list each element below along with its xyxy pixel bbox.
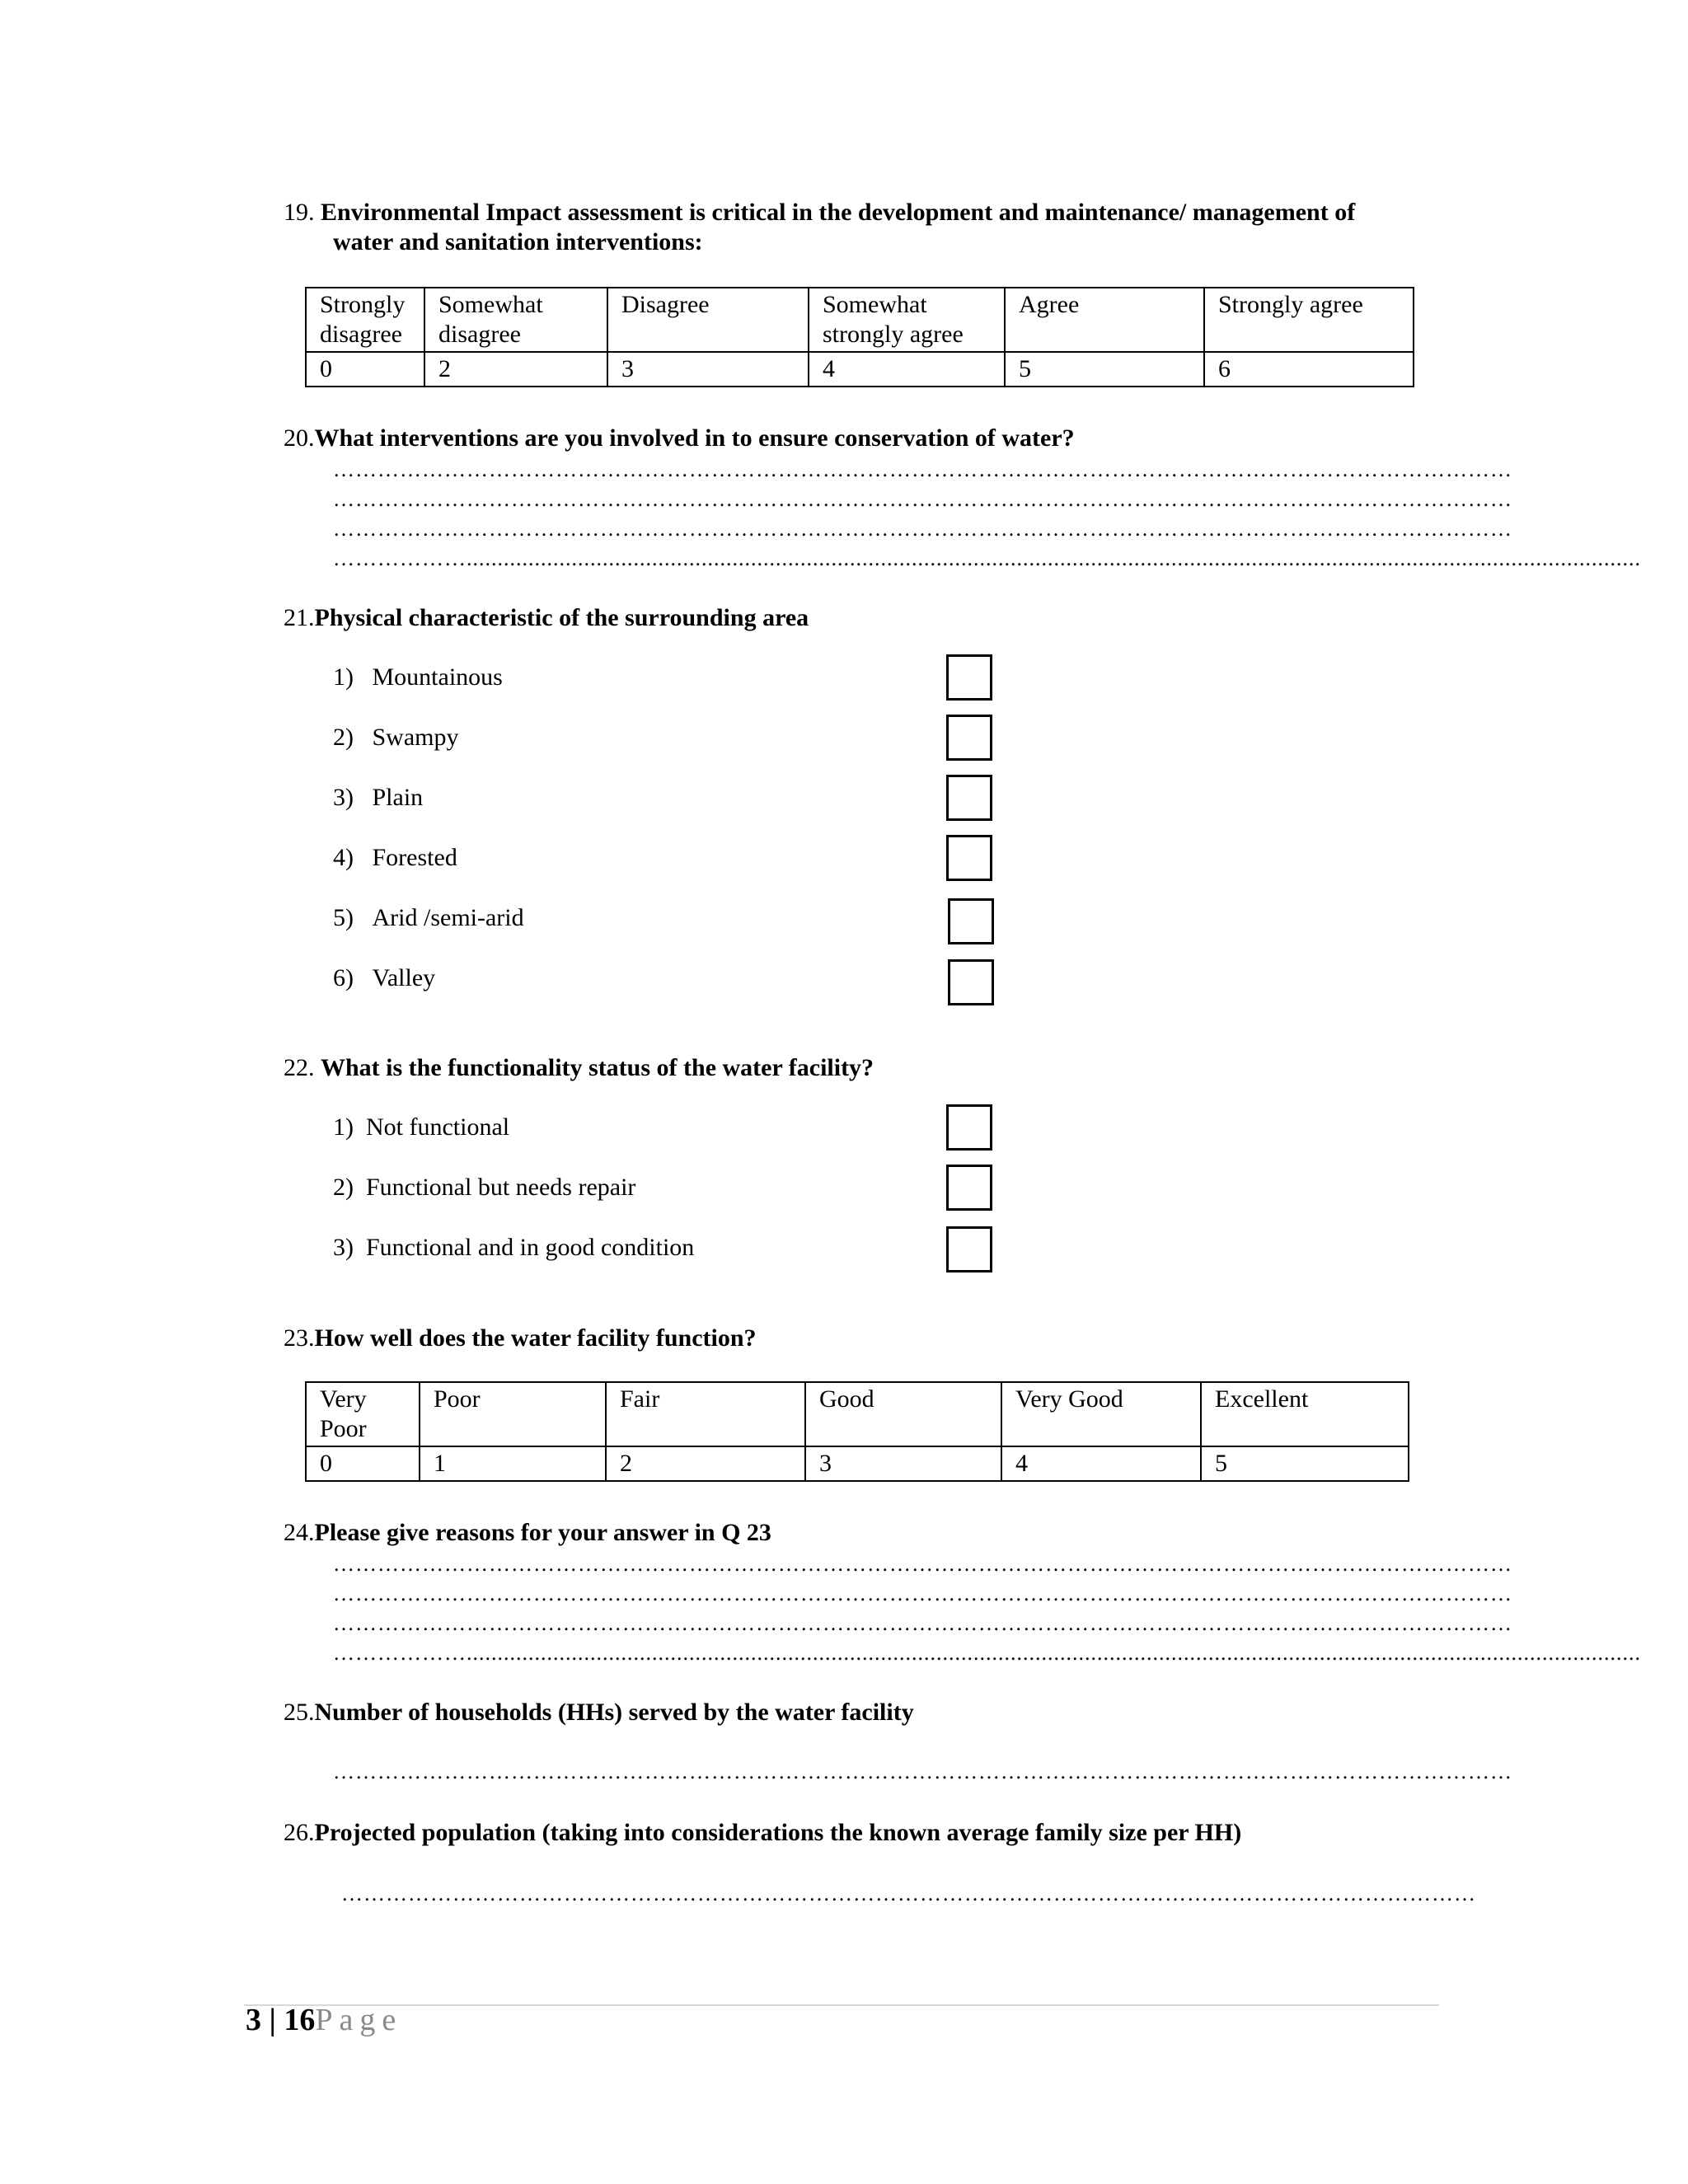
checkbox-functional-needs-repair[interactable] (946, 1165, 992, 1211)
scale-value-cell[interactable]: 4 (1001, 1446, 1201, 1481)
question-26 (284, 1818, 1241, 1848)
answer-line[interactable]: ……………….............................................................................................................................................................................................. (333, 546, 1641, 570)
scale-header-cell: Disagree (607, 288, 809, 352)
checkbox-forested[interactable] (946, 835, 992, 881)
option-number: 4) (333, 844, 354, 871)
question-19-continued: water and sanitation interventions: (333, 228, 703, 255)
question-text: Physical characteristic of the surrounding area (314, 604, 809, 631)
option-number: 3) (333, 784, 354, 811)
scale-value-cell[interactable]: 2 (424, 352, 607, 387)
option-number: 6) (333, 964, 354, 991)
scale-header-cell: Excellent (1201, 1382, 1409, 1446)
question-number: 19. (284, 199, 315, 226)
question-24 (284, 1518, 771, 1548)
answer-line[interactable]: …………………………………………………………………………………………………………………………………………… (333, 1760, 1512, 1783)
question-text: What is the functionality status of the water facility? (321, 1054, 874, 1081)
scale-header-cell: Fair (606, 1382, 805, 1446)
page-footer (246, 1999, 402, 2041)
answer-line[interactable]: …………………………………………………………………………………………………………………………………………… (333, 487, 1512, 511)
option-functional-good-condition (333, 1233, 694, 1263)
scale-header-cell: Somewhat disagree (424, 288, 607, 352)
question-text: Please give reasons for your answer in Q 23 (314, 1519, 771, 1546)
answer-line[interactable]: …………………………………………………………………………………………………………………………………………… (333, 1552, 1512, 1576)
scale-value-cell[interactable]: 0 (306, 352, 424, 387)
answer-line[interactable]: …………………………………………………………………………………………………………………………………………… (333, 1611, 1512, 1635)
option-label: Plain (372, 784, 424, 811)
option-plain (333, 783, 423, 813)
option-arid-semi-arid (333, 903, 524, 933)
option-not-functional (333, 1113, 509, 1142)
agreement-scale-table (305, 287, 1414, 387)
scale-header-row (306, 288, 1414, 352)
question-text: Projected population (taking into considerations the known average family size per HH) (314, 1819, 1242, 1846)
scale-value-cell[interactable]: 0 (306, 1446, 420, 1481)
page-number: 3 (246, 2003, 261, 2037)
question-21 (284, 603, 809, 633)
question-text: Environmental Impact assessment is critical in the development and maintenance/ management of (321, 199, 1356, 226)
checkbox-plain[interactable] (946, 775, 992, 821)
scale-header-cell: Strongly disagree (306, 288, 424, 352)
scale-value-cell[interactable]: 3 (607, 352, 809, 387)
checkbox-arid-semi-arid[interactable] (948, 898, 994, 944)
option-label: Functional but needs repair (366, 1174, 636, 1201)
option-label: Arid /semi-arid (372, 904, 524, 931)
option-number: 1) (333, 663, 354, 691)
option-label: Mountainous (372, 663, 503, 691)
page-word: Page (315, 2003, 403, 2037)
question-number: 25. (284, 1699, 315, 1726)
question-number: 24. (284, 1519, 315, 1546)
question-number: 22. (284, 1054, 315, 1081)
scale-header-cell: Poor (420, 1382, 606, 1446)
rating-scale-table (305, 1381, 1409, 1482)
option-label: Swampy (372, 724, 459, 751)
scale-value-cell[interactable]: 4 (809, 352, 1005, 387)
option-label: Forested (372, 844, 457, 871)
page-total: 16 (284, 2003, 316, 2037)
option-label: Valley (372, 964, 436, 991)
scale-header-cell: Very Good (1001, 1382, 1201, 1446)
answer-line[interactable]: …………………………………………………………………………………………………………………………………………… (333, 457, 1512, 481)
question-number: 20. (284, 424, 315, 452)
option-number: 3) (333, 1234, 354, 1261)
question-22 (284, 1053, 874, 1083)
scale-value-cell[interactable]: 1 (420, 1446, 606, 1481)
scale-value-cell[interactable]: 6 (1204, 352, 1414, 387)
option-number: 5) (333, 904, 354, 931)
page-separator: | (261, 2003, 284, 2037)
question-20 (284, 424, 1075, 453)
scale-value-row (306, 1446, 1409, 1481)
checkbox-swampy[interactable] (946, 715, 992, 761)
scale-header-cell: Very Poor (306, 1382, 420, 1446)
question-text: How well does the water facility function? (314, 1324, 757, 1352)
scale-header-cell: Agree (1005, 288, 1204, 352)
footer-divider (244, 2004, 1439, 2006)
option-valley (333, 963, 435, 993)
scale-header-cell: Strongly agree (1204, 288, 1414, 352)
question-23 (284, 1324, 757, 1353)
scale-header-row (306, 1382, 1409, 1446)
scale-value-cell[interactable]: 5 (1201, 1446, 1409, 1481)
checkbox-valley[interactable] (948, 959, 994, 1005)
question-25 (284, 1698, 914, 1727)
option-label: Not functional (366, 1113, 510, 1141)
scale-value-row (306, 352, 1414, 387)
scale-value-cell[interactable]: 3 (805, 1446, 1001, 1481)
answer-line[interactable]: …………………………………………………………………………………………………………………………………………… (333, 517, 1512, 541)
question-number: 21. (284, 604, 315, 631)
option-number: 1) (333, 1113, 354, 1141)
option-mountainous (333, 663, 503, 692)
checkbox-functional-good-condition[interactable] (946, 1226, 992, 1272)
question-number: 23. (284, 1324, 315, 1352)
option-functional-needs-repair (333, 1173, 635, 1202)
scale-header-cell: Good (805, 1382, 1001, 1446)
option-label: Functional and in good condition (366, 1234, 695, 1261)
scale-header-cell: Somewhat strongly agree (809, 288, 1005, 352)
question-text: What interventions are you involved in to ensure conservation of water? (314, 424, 1075, 452)
checkbox-mountainous[interactable] (946, 654, 992, 701)
option-number: 2) (333, 724, 354, 751)
question-text: Number of households (HHs) served by the water facility (314, 1699, 914, 1726)
option-number: 2) (333, 1174, 354, 1201)
answer-line[interactable]: ……………………………………………………………………………………………………………………………………… (341, 1882, 1476, 1905)
answer-line[interactable]: …………………………………………………………………………………………………………………………………………… (333, 1582, 1512, 1605)
scale-value-cell[interactable]: 5 (1005, 352, 1204, 387)
option-forested (333, 843, 457, 873)
answer-line[interactable]: ……………….............................................................................................................................................................................................. (333, 1641, 1641, 1665)
question-19 (284, 198, 1355, 227)
checkbox-not-functional[interactable] (946, 1104, 992, 1151)
scale-value-cell[interactable]: 2 (606, 1446, 805, 1481)
option-swampy (333, 723, 459, 752)
question-number: 26. (284, 1819, 315, 1846)
